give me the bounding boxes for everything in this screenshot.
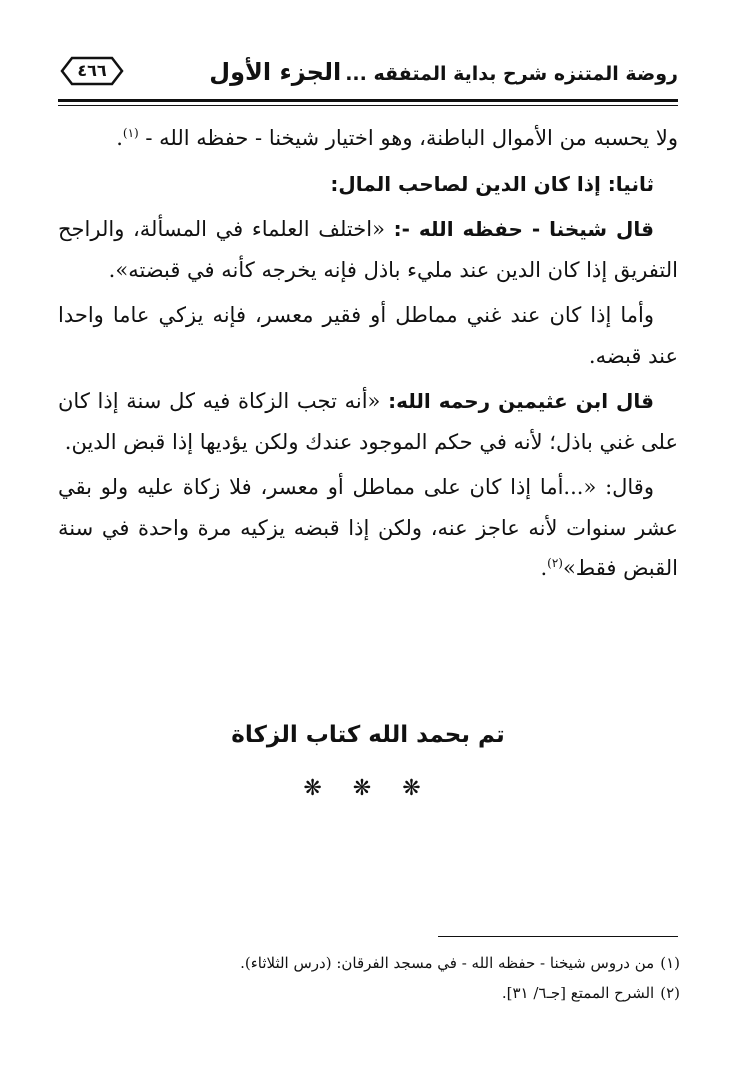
footnote-rule [438,936,678,937]
paragraph-1 [58,118,678,159]
paragraph-3-label: قال شيخنا - حفظه الله -: [393,217,654,241]
running-header [58,52,678,110]
header-title [209,58,678,86]
footnote-1-number: (١) [660,954,680,972]
paragraph-3 [58,209,678,290]
paragraph-6-text: وقال: «...أما إذا كان على مماطل أو معسر، فلا زكاة عليه ولو بقي عشر سنوات لأنه عاجز عنه، ولكن إذا قبضه يزكيه مرة واحدة في سنة القبض فقط» [58,475,678,580]
header-rule-thick [58,99,678,102]
section-heading: ثانيا: إذا كان الدين لصاحب المال: [330,171,654,196]
paragraph-4 [58,295,678,376]
body-text [58,118,678,594]
paragraph-6 [58,467,678,589]
footnote-1-text: من دروس شيخنا - حفظه الله - في مسجد الفرقان: (درس الثلاثاء). [240,954,655,972]
paragraph-1-end: . [116,126,123,150]
page-number-badge [60,56,124,86]
footnote-2-text: الشرح الممتع [جـ٦/ ٣١]. [501,984,655,1002]
paragraph-1-text: ولا يحسبه من الأموال الباطنة، وهو اختيار شيخنا - حفظه الله - [145,126,678,150]
footnote-ref-1: (١) [122,126,139,140]
header-rule-thin [58,105,678,106]
asterisk-separator: ❋ ❋ ❋ [303,776,433,801]
footnotes [58,948,680,1008]
paragraph-5-text: «أنه تجب الزكاة فيه كل سنة إذا كان على غني باذل؛ لأنه في حكم الموجود عندك ولكن يؤديها إذا قبض الدين. [58,389,678,454]
footnote-1 [58,948,680,978]
page-number: ٤٦٦ [77,61,107,80]
footnote-2-number: (٢) [660,984,680,1002]
paragraph-5-label: قال ابن عثيمين رحمه الله: [388,389,654,413]
footnote-ref-2: (٢) [547,556,563,570]
chapter-closing: تم بحمد الله كتاب الزكاة [231,722,505,748]
paragraph-3-text: «اختلف العلماء في المسألة، والراجح التفريق إذا كان الدين عند مليء باذل فإنه يخرجه كأنه في قبضته». [58,217,678,282]
paragraph-2 [58,164,678,205]
volume-label: الجزء الأول [209,58,342,86]
book-title: روضة المتنزه شرح بداية المتفقه ... [345,63,678,85]
paragraph-5 [58,381,678,462]
paragraph-4-text: وأما إذا كان عند غني مماطل أو فقير معسر، فإنه يزكي عاما واحدا عند قبضه. [58,303,678,368]
footnote-2 [58,978,680,1008]
paragraph-6-end: . [540,556,548,580]
